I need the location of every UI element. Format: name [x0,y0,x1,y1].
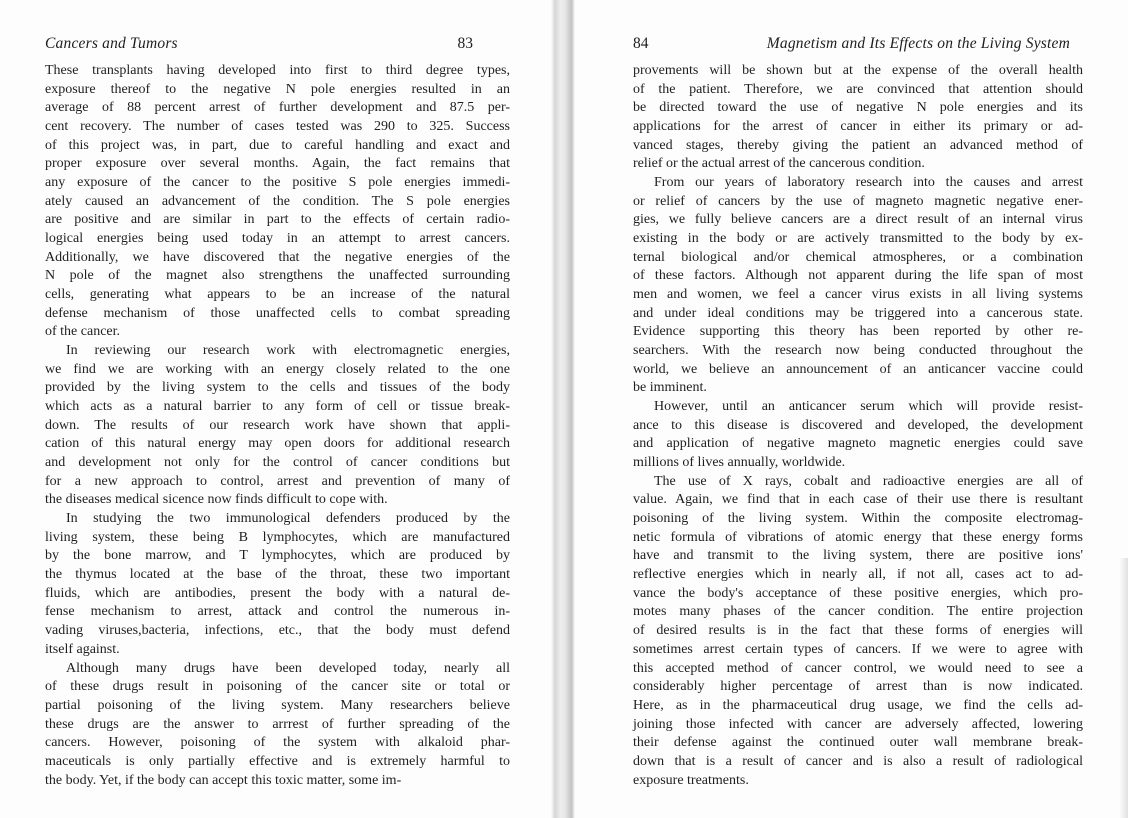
paragraph [633,174,1083,398]
running-header-title-right: Magnetism and Its Effects on the Living System [766,35,1070,52]
text-line: Here, as in the pharmaceutical drug usage, we find the cells ad- [633,697,1083,713]
text-line: their defense against the continued outer wall membrane break- [633,735,1083,751]
text-line: for a new approach to control, arrest and prevention of many of [45,473,510,489]
page-text-right [633,62,1083,790]
page-number-right: 84 [633,35,649,52]
paragraph [45,510,510,659]
text-line: or relief of cancers by the use of magneto magnetic negative ener- [633,193,1083,209]
text-line: which acts as a natural barrier to any form of cell or tissue break- [45,399,510,415]
text-line: considerably higher percentage of arrest than is now indicated. [633,679,1083,695]
text-line: These transplants having developed into first to third degree types, [45,63,510,78]
text-line: men and women, we feel a cancer virus exists in all living systems [633,287,1083,303]
text-line: However, until an anticancer serum which will provide resist- [654,399,1083,415]
text-line: The use of X rays, cobalt and radioactive energies are all of [654,473,1083,489]
text-line: the diseases medical sicence now finds difficult to cope with. [45,492,388,508]
text-line: these drugs are the answer to arrrest of further spreading of the [45,716,510,732]
text-line: maceuticals is only partially effective and is extremely harmful to [45,753,510,769]
text-line: exposure thereof to the negative N pole energies resulted in an [45,81,510,97]
text-line: joining those infected with cancer are adversely affected, lowering [633,716,1083,732]
text-line: fluids, which are antibodies, present the body with a natural de- [45,585,510,601]
text-line: cent recovery. The number of cases tested was 290 to 325. Success [45,119,510,135]
text-line: of the cancer. [45,324,121,340]
text-line: cancers. However, poisoning of the system with alkaloid phar- [45,735,510,751]
text-line: In reviewing our research work with electromagnetic energies, [66,343,510,359]
text-line: proper exposure over several months. Again, the fact remains that [45,156,510,172]
binding-gutter [551,0,575,818]
text-line: logical energies being used today in an attempt to arrest cancers. [45,231,510,247]
text-line: the body. Yet, if the body can accept this toxic matter, some im- [45,772,402,788]
text-line: of these factors. Although not apparent during the life span of most [633,268,1083,284]
text-line: exposure treatments. [633,772,749,788]
text-line: partial poisoning of the living system. Many researchers believe [45,697,510,713]
text-line: ternal biological and/or chemical atmospheres, or a combination [633,249,1083,265]
text-line: of desired results is in the fact that these forms of energies will [633,623,1083,639]
text-line: Additionally, we have discovered that the negative energies of the [45,249,510,265]
text-line: ance to this disease is discovered and developed, the development [633,417,1083,433]
text-line: of these drugs result in poisoning of the cancer site or total or [45,679,510,695]
text-line: and under ideal conditions may be triggered into a cancerous state. [633,305,1083,321]
text-line: world, we believe an announcement of an anticancer vaccine could [633,361,1083,377]
text-line: have and transmit to the living system, there are positive ions' [633,548,1083,564]
text-line: vance the body's acceptance of these positive energies, which pro- [633,585,1083,601]
text-line: applications for the arrest of cancer in either its primary or ad- [633,119,1083,135]
paragraph [45,342,510,510]
text-line: provided by the living system to the cells and tissues of the body [45,380,510,396]
text-line: the thymus located at the base of the throat, these two important [45,567,510,583]
page-number-left: 83 [457,35,473,52]
text-line: and application of negative magneto magnetic energies could save [633,436,1083,452]
text-line: down that is a result of cancer and is also a result of radiological [633,753,1083,769]
text-line: and development not only for the control of cancer conditions but [45,455,510,471]
page-text-left [45,62,510,790]
scan-edge [1119,558,1128,818]
running-header-title-left: Cancers and Tumors [45,35,178,52]
text-line: poisoning of the living system. Within the composite electromag- [633,511,1083,527]
page-right-header [633,35,1083,53]
text-line: defense mechanism of those unaffected cells to combat spreading [45,305,510,321]
text-line: cation of this natural energy may open doors for additional research [45,436,510,452]
text-line: sometimes arrest certain types of cancers. If we were to agree with [633,641,1083,657]
text-line: we find we are working with an energy closely related to the one [45,361,510,377]
text-line: average of 88 percent arrest of further development and 87.5 per- [45,100,510,116]
paragraph [633,398,1083,473]
text-line: of this project was, in part, due to careful handling and exact and [45,137,510,153]
text-line: any exposure of the cancer to the positive S pole energies immedi- [45,175,510,191]
text-line: netic formula of vibrations of atomic energy that these energy forms [633,529,1083,545]
text-line: value. Again, we find that in each case of their use there is resultant [633,492,1083,508]
text-line: searchers. With the research now being conducted throughout the [633,343,1083,359]
text-line: living system, these being B lymphocytes, which are manufactured [45,529,510,545]
text-line: Evidence supporting this theory has been reported by other re- [633,324,1083,340]
text-line: reflective energies which in nearly all, if not all, cases act to ad- [633,567,1083,583]
text-line: motes many phases of the cancer condition. The entire projection [633,604,1083,620]
text-line: existing in the body or are actively transmitted to the body by ex- [633,231,1083,247]
text-line: cells, generating what appears to be an increase of the natural [45,287,510,303]
text-line: be imminent. [633,380,707,396]
text-line: itself against. [45,641,120,657]
text-line: by the bone marrow, and T lymphocytes, which are produced by [45,548,510,564]
text-line: provements will be shown but at the expense of the overall health [633,63,1083,78]
paragraph [45,62,510,342]
text-line: be directed toward the use of negative N pole energies and its [633,100,1083,116]
text-line: this accepted method of cancer control, we would need to see a [633,660,1083,676]
text-line: down. The results of our research work have shown that appli- [45,417,510,433]
text-line: millions of lives annually, worldwide. [633,455,846,471]
paragraph [633,62,1083,174]
text-line: fense mechanism to arrest, attack and control the numerous in- [45,604,510,620]
text-line: vading viruses,bacteria, infections, etc., that the body must defend [45,623,510,639]
text-line: relief or the actual arrest of the cancerous condition. [633,156,925,172]
paragraph [45,660,510,791]
paragraph [633,473,1083,790]
text-line: Although many drugs have been developed today, nearly all [66,660,510,676]
text-line: From our years of laboratory research into the causes and arrest [654,175,1083,191]
text-line: N pole of the magnet also strengthens the unaffected surrounding [45,268,510,284]
page-left-header [45,35,510,53]
text-line: ately caused an advancement of the condition. The S pole energies [45,193,510,209]
page-left [45,0,510,818]
text-line: vanced stages, thereby giving the patient an advanced method of [633,137,1083,153]
page-right [633,0,1083,818]
text-line: In studying the two immunological defenders produced by the [66,511,510,527]
text-line: are positive and are similar in part to the effects of certain radio- [45,212,510,228]
text-line: of the patient. Therefore, we are convinced that attention should [633,81,1083,97]
text-line: gies, we fully believe cancers are a direct result of an internal virus [633,212,1083,228]
